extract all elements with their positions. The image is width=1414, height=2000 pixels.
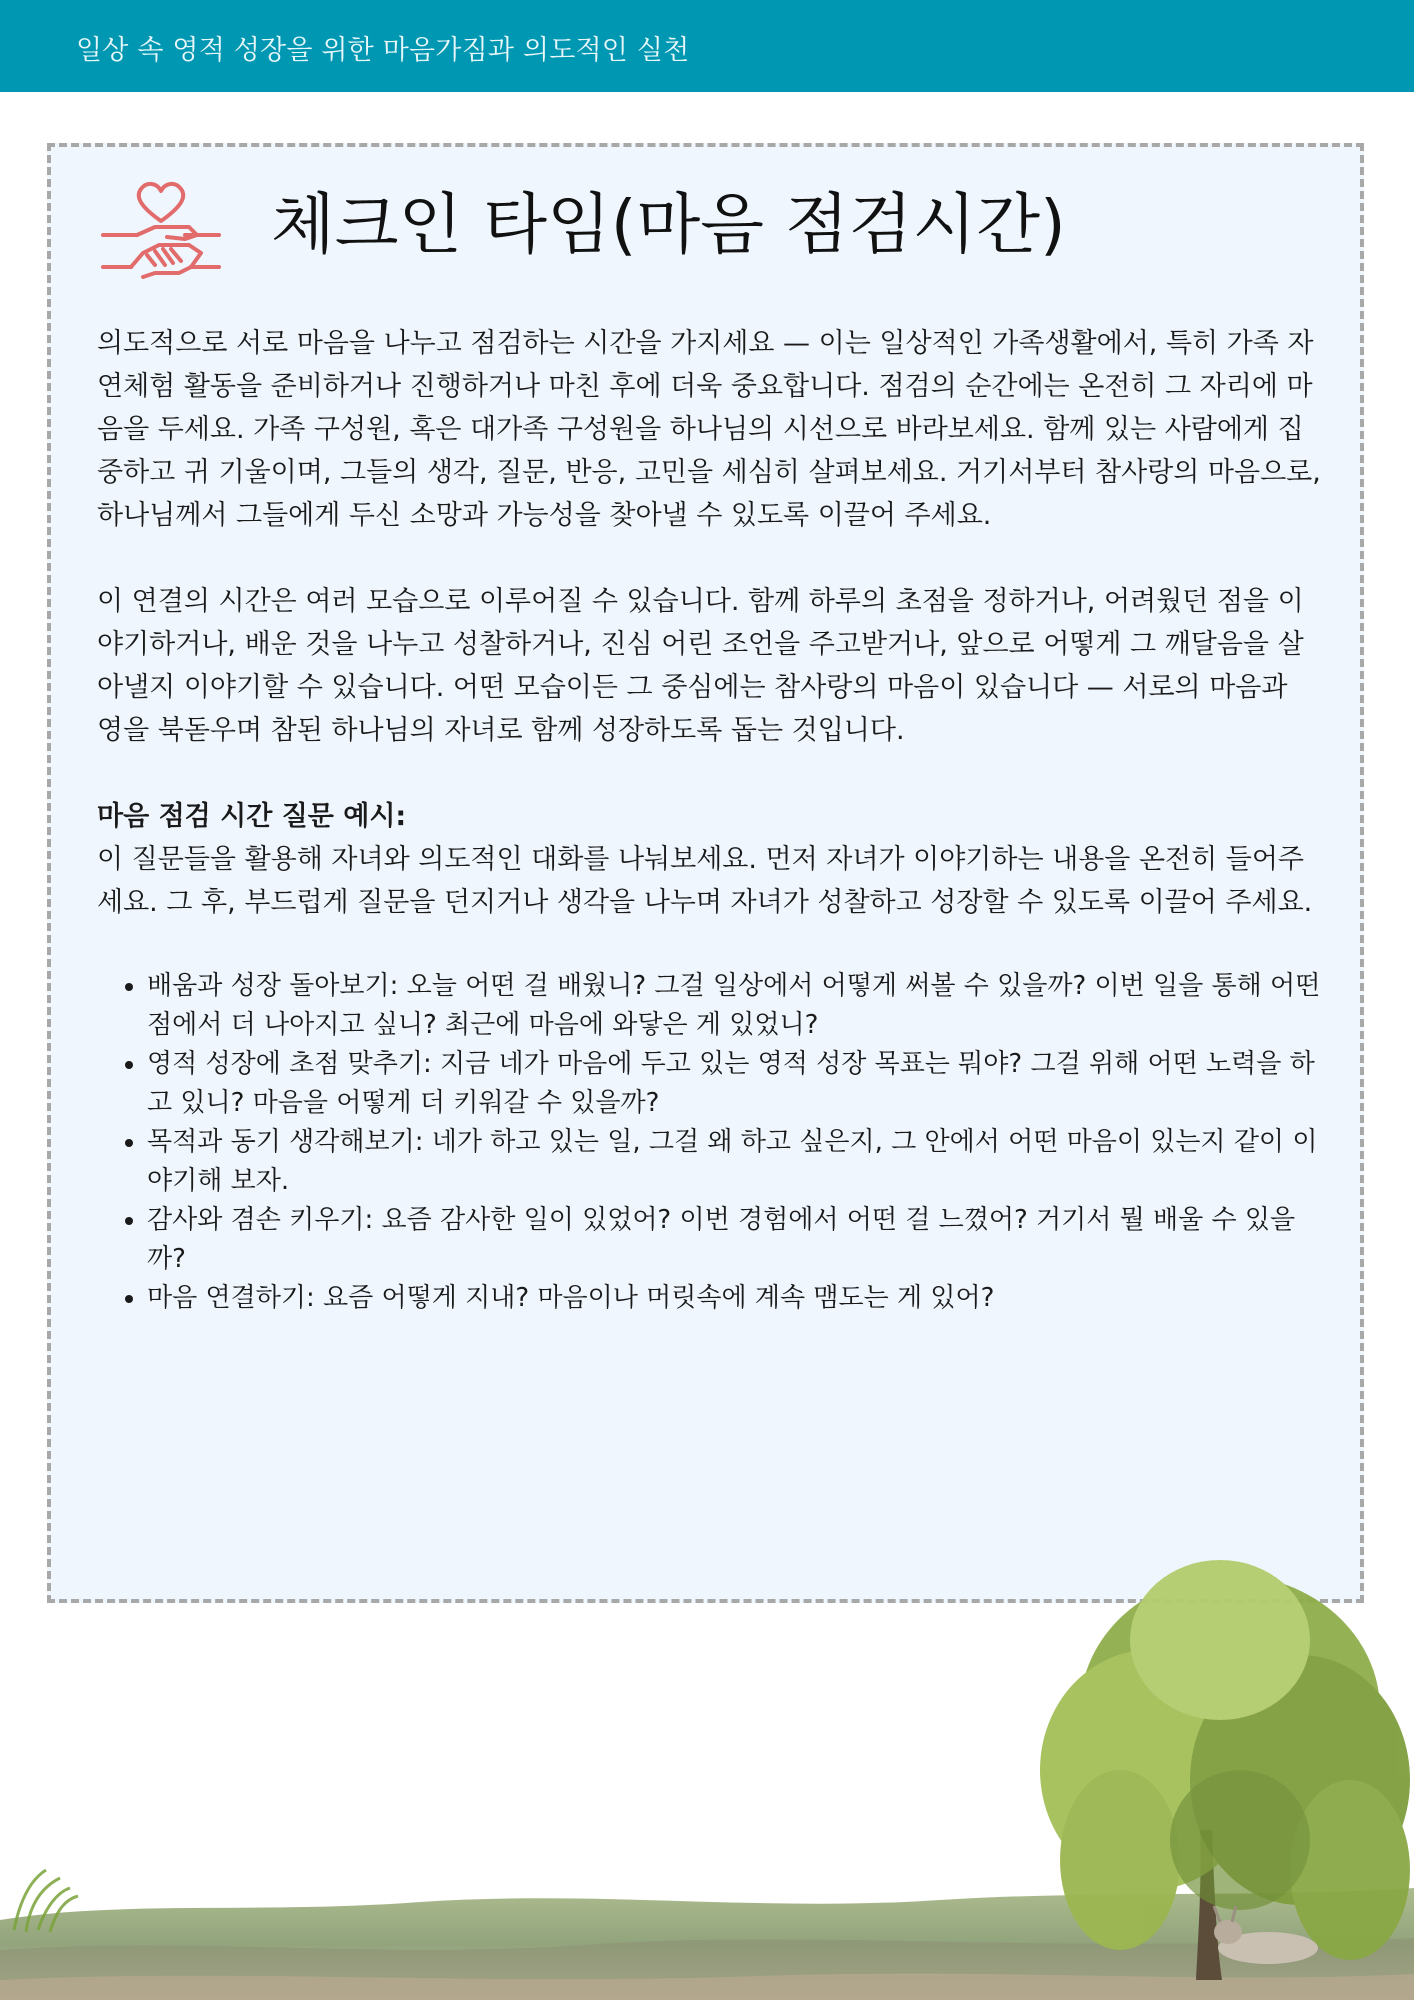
questions-heading: 마음 점검 시간 질문 예시: (97, 801, 407, 832)
list-item: • 감사와 겸손 키우기: 요즘 감사한 일이 있었어? 이번 경험에서 어떤 걸 느꼈어? 거기서 뭘 배울 수 있을까? (147, 1201, 1321, 1279)
landscape-illustration (0, 1540, 1414, 2000)
list-item: • 배움과 성장 돌아보기: 오늘 어떤 걸 배웠니? 그걸 일상에서 어떻게 써볼 수 있을까? 이번 일을 통해 어떤 점에서 더 나아지고 싶니? 최근에 마음에 와닿은 게 있었니? (147, 967, 1321, 1045)
checkin-card (47, 143, 1364, 1603)
list-item: • 목적과 동기 생각해보기: 네가 하고 있는 일, 그걸 왜 하고 싶은지, 그 안에서 어떤 마음이 있는지 같이 이야기해 보자. (147, 1123, 1321, 1201)
heart-handshake-icon (97, 173, 225, 301)
intro-paragraph: 의도적으로 서로 마음을 나누고 점검하는 시간을 가지세요 — 이는 일상적인 가족생활에서, 특히 가족 자연체험 활동을 준비하거나 진행하거나 마친 후에 더욱 중요합니다. 점검의 순간에는 온전히 그 자리에 마음을 두세요. 가족 구성원, 혹은 대가족 구성원을 하나님의 시선으로 바라보세요. 함께 있는 사람에게 집중하고 귀 기울이며, 그들의 생각, 질문, 반응, 고민을 세심히 살펴보세요. 거기서부터 참사랑의 마음으로, 하나님께서 그들에게 두신 소망과 가능성을 찾아낼 수 있도록 이끌어 주세요. (97, 328, 1321, 531)
card-body (97, 322, 1321, 1318)
list-item: • 마음 연결하기: 요즘 어떻게 지내? 마음이나 머릿속에 계속 맴도는 게 있어? (147, 1279, 1321, 1318)
header-title: 일상 속 영적 성장을 위한 마음가짐과 의도적인 실천 (76, 35, 690, 66)
list-item: • 영적 성장에 초점 맞추기: 지금 네가 마음에 두고 있는 영적 성장 목표는 뭐야? 그걸 위해 어떤 노력을 하고 있니? 마음을 어떻게 더 키워갈 수 있을까? (147, 1045, 1321, 1123)
header-bar (0, 0, 1414, 92)
question-list (97, 967, 1321, 1318)
questions-intro: 이 질문들을 활용해 자녀와 의도적인 대화를 나눠보세요. 먼저 자녀가 이야기하는 내용을 온전히 들어주세요. 그 후, 부드럽게 질문을 던지거나 생각을 나누며 자녀가 성찰하고 성장할 수 있도록 이끌어 주세요. (97, 844, 1313, 918)
card-title: 체크인 타임(마음 점검시간) (271, 186, 1066, 263)
connection-paragraph: 이 연결의 시간은 여러 모습으로 이루어질 수 있습니다. 함께 하루의 초점을 정하거나, 어려웠던 점을 이야기하거나, 배운 것을 나누고 성찰하거나, 진심 어린 조언을 주고받거나, 앞으로 어떻게 그 깨달음을 살아낼지 이야기할 수 있습니다. 어떤 모습이든 그 중심에는 참사랑의 마음이 있습니다 — 서로의 마음과 영을 북돋우며 참된 하나님의 자녀로 함께 성장하도록 돕는 것입니다. (97, 586, 1304, 746)
willow-tree (1040, 1560, 1410, 1960)
